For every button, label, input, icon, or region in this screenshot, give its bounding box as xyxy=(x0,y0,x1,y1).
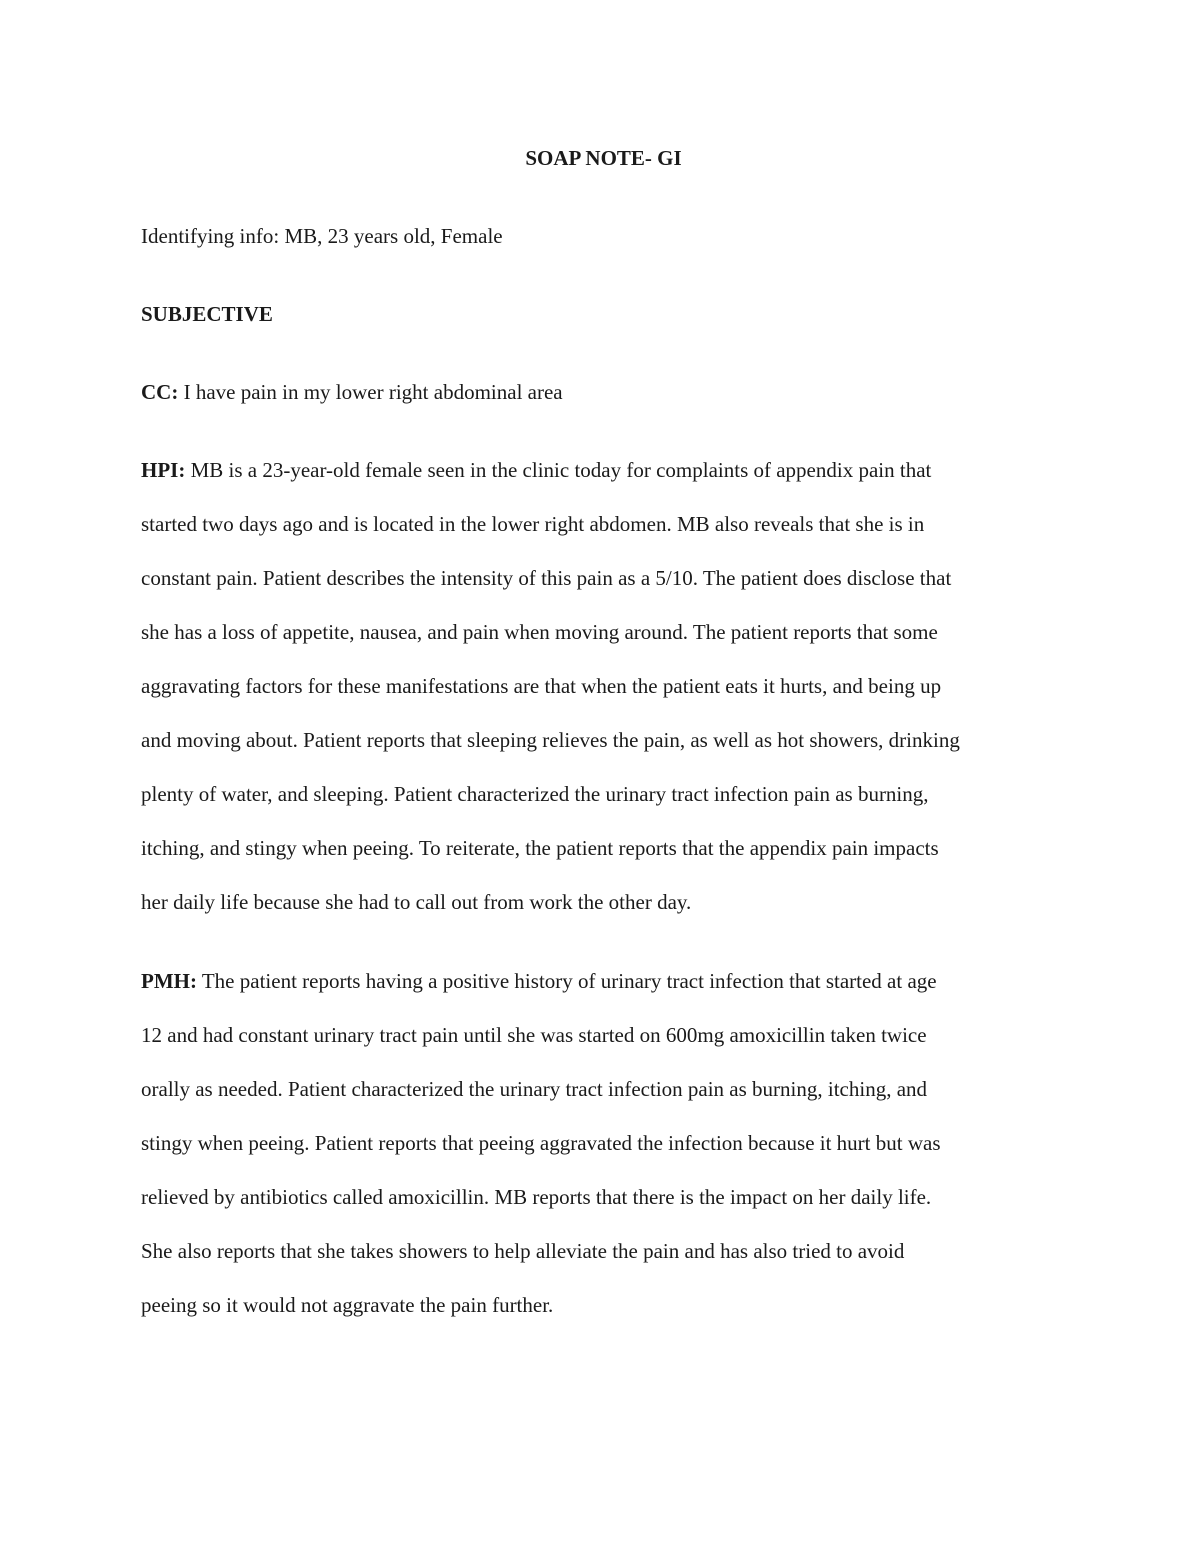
hpi-line xyxy=(141,443,1066,497)
document-title: SOAP NOTE- GI xyxy=(525,146,682,170)
hpi-line: her daily life because she had to call out from work the other day. xyxy=(141,890,692,914)
identifying-info: Identifying info: MB, 23 years old, Female xyxy=(141,224,503,248)
pmh-line: relieved by antibiotics called amoxicillin. MB reports that there is the impact on her daily life. xyxy=(141,1185,932,1209)
hpi-section xyxy=(141,443,1066,929)
pmh-label: PMH: xyxy=(141,969,197,993)
hpi-line: itching, and stingy when peeing. To reiterate, the patient reports that the appendix pain impacts xyxy=(141,836,939,860)
hpi-line: plenty of water, and sleeping. Patient characterized the urinary tract infection pain as burning, xyxy=(141,782,929,806)
hpi-line: and moving about. Patient reports that sleeping relieves the pain, as well as hot showers, drinking xyxy=(141,728,960,752)
hpi-label: HPI: xyxy=(141,458,186,482)
hpi-text: MB is a 23-year-old female seen in the clinic today for complaints of appendix pain that xyxy=(185,458,932,482)
hpi-line: aggravating factors for these manifestations are that when the patient eats it hurts, and being up xyxy=(141,674,942,698)
pmh-section xyxy=(141,954,1066,1332)
chief-complaint xyxy=(141,374,1066,410)
pmh-line xyxy=(141,954,1066,1008)
pmh-line: stingy when peeing. Patient reports that peeing aggravated the infection because it hurt but was xyxy=(141,1131,941,1155)
pmh-text: The patient reports having a positive history of urinary tract infection that started at age xyxy=(196,969,937,993)
cc-text: I have pain in my lower right abdominal area xyxy=(178,380,563,404)
hpi-line: started two days ago and is located in the lower right abdomen. MB also reveals that she is in xyxy=(141,512,925,536)
subjective-heading: SUBJECTIVE xyxy=(141,302,273,326)
pmh-line: 12 and had constant urinary tract pain until she was started on 600mg amoxicillin taken twice xyxy=(141,1023,927,1047)
pmh-line: orally as needed. Patient characterized the urinary tract infection pain as burning, itching, and xyxy=(141,1077,928,1101)
document-body xyxy=(141,140,1066,1332)
hpi-line: constant pain. Patient describes the intensity of this pain as a 5/10. The patient does disclose that xyxy=(141,566,952,590)
pmh-line: peeing so it would not aggravate the pain further. xyxy=(141,1293,554,1317)
hpi-line: she has a loss of appetite, nausea, and pain when moving around. The patient reports that some xyxy=(141,620,938,644)
pmh-line: She also reports that she takes showers to help alleviate the pain and has also tried to avoid xyxy=(141,1239,905,1263)
cc-label: CC: xyxy=(141,380,179,404)
